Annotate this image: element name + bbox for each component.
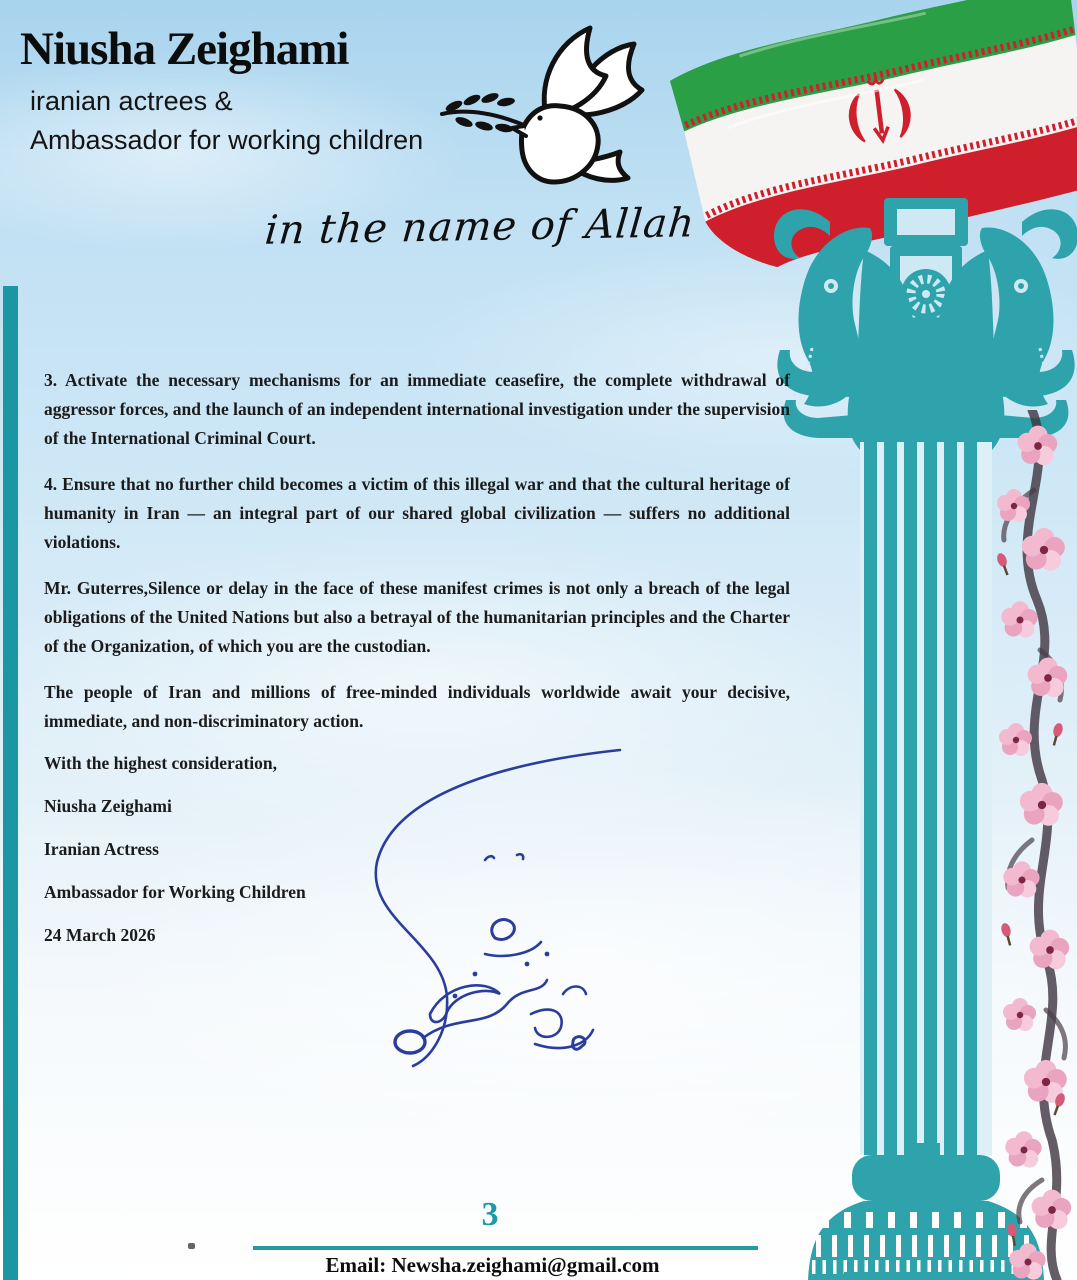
letter-paragraph-4: 4. Ensure that no further child becomes a victim of this illegal war and that the cultural heritage of humanity in Iran — an integral part of our shared global civilization — suffers no additional violations. (44, 474, 790, 552)
page-number: 3 (481, 1196, 499, 1233)
letter-paragraph-guterres: Mr. Guterres,Silence or delay in the face of these manifest crimes is not only a breach of the legal obligations of the United Nations but also a betrayal of the humanitarian principles and the Charter of the Organization, of which you are the custodian. (44, 578, 790, 656)
letterhead-subtitle-2: Ambassador for working children (30, 125, 424, 155)
letterhead-subtitle-1: iranian actrees & (30, 86, 233, 116)
signatory-title-1: Iranian Actress (44, 839, 159, 859)
footer-email: Email: Newsha.zeighami@gmail.com (325, 1253, 660, 1277)
letter-body (44, 366, 790, 753)
letter-date: 24 March 2026 (44, 925, 156, 945)
bismillah-text: in the name of Allah (263, 200, 697, 254)
cherry-blossom-branch (962, 410, 1077, 1280)
left-accent-bar (3, 286, 18, 1280)
letter-paragraph-3: 3. Activate the necessary mechanisms for an immediate ceasefire, the complete withdrawal of aggressor forces, and the launch of an independent international investigation under the supervision of the International Criminal Court. (44, 370, 790, 448)
closing-line: With the highest consideration, (44, 753, 278, 773)
footer-divider (253, 1246, 758, 1250)
footer-mark (188, 1243, 195, 1249)
letter-paragraph-appeal: The people of Iran and millions of free-minded individuals worldwide await your decisive, immediate, and non-discriminatory action. (44, 682, 790, 731)
signatory-name: Niusha Zeighami (44, 796, 172, 816)
handwritten-signature (335, 742, 655, 1077)
signatory-title-2: Ambassador for Working Children (44, 882, 306, 902)
peace-dove-icon (428, 22, 652, 212)
letterhead-name: Niusha Zeighami (20, 23, 349, 75)
